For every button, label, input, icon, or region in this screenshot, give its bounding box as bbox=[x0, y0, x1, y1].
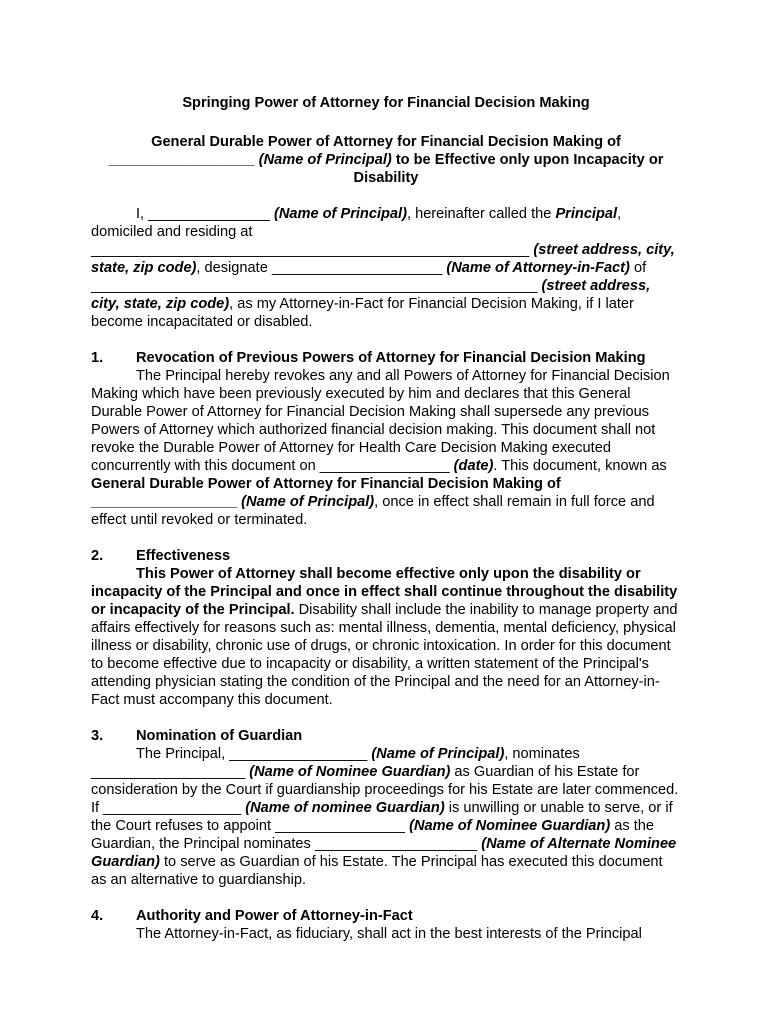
section-text: is unwilling or unable to serve, or if the Court refuses to appoint ________________ bbox=[91, 800, 673, 834]
document-subtitle bbox=[91, 133, 681, 187]
subtitle-line1: General Durable Power of Attorney for Financial Decision Making of bbox=[151, 134, 621, 150]
section-text: __________________ bbox=[91, 494, 242, 510]
section-placeholder: (Name of Principal) bbox=[371, 746, 505, 762]
intro-placeholder: (Name of Principal) bbox=[273, 206, 407, 222]
subtitle-name-placeholder: (Name of Principal) bbox=[258, 152, 392, 168]
subtitle-blank: __________________ bbox=[108, 152, 255, 168]
section-bold-text: This Power of Attorney shall become effective only upon the disability or incapacity of the Principal and once in effect shall continue throughout the disability or incapacity of the Principal. bbox=[91, 566, 678, 618]
section-number: 4. bbox=[91, 908, 104, 924]
section-text: The Principal, _________________ bbox=[136, 746, 372, 762]
section-text: to serve as Guardian of his Estate. The Principal has executed this document as an alternative to guardianship. bbox=[91, 854, 663, 888]
section-text: The Attorney-in-Fact, as fiduciary, shall act in the best interests of the Principal bbox=[136, 926, 642, 942]
section-text: The Principal hereby revokes any and all Powers of Attorney for Financial Decision Making which have been previously executed by him and declares that this General Durable Power of Attorney for Financial Decision Making shall supersede any previous Powers of Attorney which authorized financial decision making. This document shall not revoke the Durable Power of Attorney for Health Care Decision Making executed concurrently with this document on ________________ bbox=[91, 368, 670, 474]
section-2-heading bbox=[91, 547, 681, 565]
section-4-body bbox=[91, 925, 681, 943]
intro-text: , designate _____________________ bbox=[196, 260, 447, 276]
section-placeholder: (date) bbox=[453, 458, 494, 474]
subtitle-rest: to be Effective only upon Incapacity or Disability bbox=[353, 152, 664, 186]
intro-placeholder: (street address, city, state, zip code) bbox=[91, 242, 675, 276]
section-3-body bbox=[91, 745, 681, 889]
section-placeholder: (Name of Nominee Guardian) bbox=[409, 818, 611, 834]
intro-paragraph bbox=[91, 205, 681, 331]
section-4-heading bbox=[91, 907, 681, 925]
section-text: as Guardian of his Estate for consideration by the Court if guardianship proceedings for his Estate are later commenced. If _________________ bbox=[91, 764, 679, 816]
document-title: Springing Power of Attorney for Financial Decision Making bbox=[182, 95, 590, 111]
section-3-heading bbox=[91, 727, 681, 745]
section-number: 2. bbox=[91, 548, 104, 564]
section-number: 3. bbox=[91, 728, 104, 744]
intro-term: Principal bbox=[555, 206, 618, 222]
section-text: Disability shall include the inability to manage property and affairs effectively for reasons such as: mental illness, dementia, mental deficiency, physical illness or disability, chronic use of drugs, or chronic intoxication. In order for this document to become effective due to incapacity or disability, a written statement of the Principal's attending physician stating the condition of the Principal and the need for an Attorney-in-Fact must accompany this document. bbox=[91, 602, 678, 708]
section-1-body bbox=[91, 367, 681, 529]
section-2-body bbox=[91, 565, 681, 709]
section-number: 1. bbox=[91, 350, 104, 366]
document-page bbox=[91, 94, 681, 943]
section-bold-text: General Durable Power of Attorney for Financial Decision Making of bbox=[91, 476, 561, 492]
section-1-heading bbox=[91, 349, 681, 367]
section-text: , once in effect shall remain in full force and effect until revoked or terminated. bbox=[91, 494, 655, 528]
intro-placeholder: (Name of Attorney-in-Fact) bbox=[446, 260, 630, 276]
intro-placeholder: (street address, city, state, zip code) bbox=[91, 278, 651, 312]
section-title: Revocation of Previous Powers of Attorney for Financial Decision Making bbox=[136, 350, 646, 366]
intro-text: , domiciled and residing at ______________________________________________________ bbox=[91, 206, 622, 258]
section-text: as the Guardian, the Principal nominates ____________________ bbox=[91, 818, 654, 852]
section-title: Nomination of Guardian bbox=[136, 728, 303, 744]
section-placeholder: (Name of Principal) bbox=[241, 494, 375, 510]
intro-text: I, _______________ bbox=[136, 206, 274, 222]
section-text: , nominates ___________________ bbox=[91, 746, 580, 780]
section-text: . This document, known as bbox=[493, 458, 667, 474]
section-placeholder: (Name of Alternate Nominee Guardian) bbox=[91, 836, 677, 870]
section-placeholder: (Name of nominee Guardian) bbox=[245, 800, 445, 816]
intro-text: of _______________________________________________________ bbox=[91, 260, 647, 294]
intro-text: , as my Attorney-in-Fact for Financial Decision Making, if I later become incapacitated or disabled. bbox=[91, 296, 634, 330]
section-placeholder: (Name of Nominee Guardian) bbox=[249, 764, 451, 780]
section-title: Authority and Power of Attorney-in-Fact bbox=[136, 908, 413, 924]
intro-text: , hereinafter called the bbox=[406, 206, 556, 222]
section-title: Effectiveness bbox=[136, 548, 231, 564]
